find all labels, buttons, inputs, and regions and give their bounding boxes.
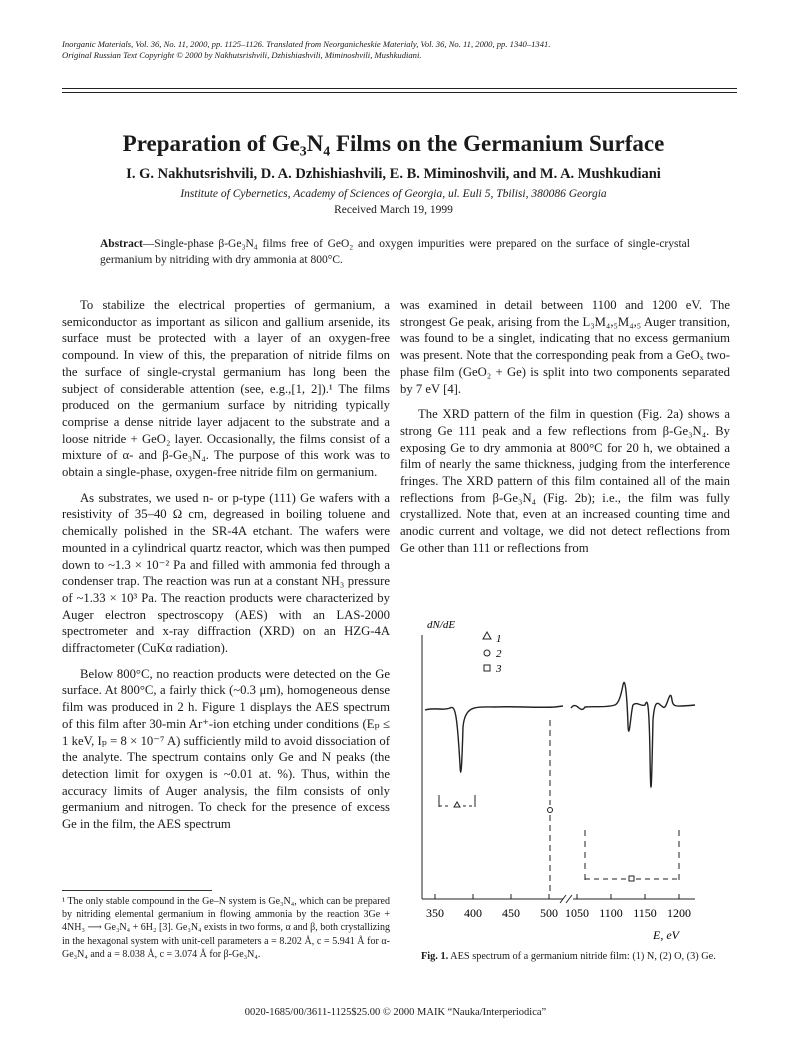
tick-label: 1050 xyxy=(565,906,589,920)
column-right xyxy=(400,297,730,566)
tick-label: 1100 xyxy=(599,906,623,920)
tick-label: 500 xyxy=(540,906,558,920)
x-axis-label: E, eV xyxy=(653,928,679,942)
square-marker-icon xyxy=(484,665,490,671)
header-rule-bottom xyxy=(62,92,737,93)
caption-label: Fig. 1. xyxy=(421,951,449,962)
caption-text: AES spectrum of a germanium nitride film: (1) N, (2) O, (3) Ge. xyxy=(448,951,716,962)
x-ticks xyxy=(435,894,679,899)
footnote-rule xyxy=(62,890,212,891)
figure-caption xyxy=(421,950,721,963)
abstract xyxy=(100,237,690,268)
tick-label: 1200 xyxy=(667,906,691,920)
tick-label: 350 xyxy=(426,906,444,920)
paragraph: Below 800°C, no reaction products were detected on the Ge surface. At 800°C, a fairly thick (~0.3 μm), homogeneous dense film was produced in 2 h. Figure 1 displays the AES spectrum of this film after 30-min Ar⁺-ion etching under conditions (Eₚ ≤ 1 keV, Iₚ = 8 × 10⁻⁷ A) sufficiently mild to avoid dissociation of the analyte. The spectrum contains only Ge and N peaks (the detection limit for oxygen is ~0.01 at. %). Thus, within the accuracy limits of Auger analysis, the film consists of only germanium and nitrogen. To check for the presence of excess Ge in the film, the AES spectrum xyxy=(62,666,390,832)
paragraph: was examined in detail between 1100 and 1200 eV. The strongest Ge peak, arising from the L₃M₄,₅M₄,₅ Auger transition, was found to be a singlet, indicating that no excess germanium was present. Note that the corresponding peak from a GeOₓ two-phase film (GeO₂ + Ge) is split into two components separated by 7 eV [4]. xyxy=(400,298,730,396)
tick-label: 1150 xyxy=(633,906,657,920)
abstract-text: —Single-phase β-Ge₃N₄ films free of GeO₂ and oxygen impurities were prepared on the surface of single-crystal germanium by nitriding with dry ammonia at 800°C. xyxy=(100,238,690,266)
spectrum-curve xyxy=(425,682,695,787)
legend-label: 2 xyxy=(496,648,502,660)
triangle-marker-icon xyxy=(483,632,491,639)
running-header xyxy=(62,39,752,60)
affiliation: Institute of Cybernetics, Academy of Sciences of Georgia, ul. Euli 5, Tbilisi, 380086 Georgia xyxy=(180,188,607,200)
abstract-label: Abstract xyxy=(100,238,143,250)
ge-marker-bracket xyxy=(585,830,679,881)
paragraph: To stabilize the electrical properties of germanium, a semiconductor as important as silicon and gallium arsenide, its surface must be protected with a layer of an oxygen-free compound. In view of this, the preparation of nitride films on the surface of single-crystal germanium has long been the subject of considerable attention (see, e.g.,[1, 2]).¹ The films produced on the germanium surface by nitriding typically comprise a dense nitride layer adjacent to the substrate and a loose nitride + GeO₂ layer. Occasionally, the films consist of a mixture of α- and β-Ge₃N₄. The purpose of this work was to obtain a single-phase, oxygen-free nitride film on germanium. xyxy=(62,298,390,480)
o-marker-line xyxy=(548,720,553,895)
tick-label: 400 xyxy=(464,906,482,920)
page-footer: 0020-1685/00/3611-1125$25.00 © 2000 MAIK “Nauka/Interperiodica” xyxy=(244,1007,547,1018)
header-rule-top xyxy=(62,88,737,89)
paper-authors: I. G. Nakhutsrishvili, D. A. Dzhishiashvili, E. B. Miminoshvili, and M. A. Mushkudiani xyxy=(126,166,661,182)
header-copyright: Original Russian Text Copyright © 2000 by Nakhutsrishvili, Dzhishiashvili, Miminoshvili, Mushkudiani. xyxy=(62,49,422,60)
n-marker-bracket xyxy=(439,795,475,807)
footnote: ¹ The only stable compound in the Ge–N system is Ge₃N₄, which can be prepared by nitriding elemental germanium in flowing ammonia by the reaction 3Ge + 4NH₃ ⟶ Ge₃N₄ + 6H₂ [3]. Ge₃N₄ exists in two forms, α and β, both crystallizing in the hexagonal system with unit-cell parameters a = 8.202 Å, c = 5.941 Å for α-Ge₃N₄ and a = 8.038 Å, c = 3.074 Å for β-Ge₃N₄. xyxy=(62,896,390,960)
legend-label: 3 xyxy=(496,663,502,675)
legend xyxy=(483,632,502,675)
legend-label: 1 xyxy=(496,633,502,645)
y-axis-label: dN/dE xyxy=(427,619,456,631)
header-citation: Inorganic Materials, Vol. 36, No. 11, 2000, pp. 1125–1126. Translated from Neorganicheskie Materialy, Vol. 36, No. 11, 2000, pp. 1340–1341. xyxy=(62,39,551,49)
paragraph: As substrates, we used n- or p-type (111) Ge wafers with a resistivity of 35–40 Ω cm, degreased in boiling toluene and chemically polished in the SR-4A etchant. The wafers were mounted in a cylindrical quartz reactor, which was then pumped down to ~1.3 × 10⁻² Pa and filled with ammonia fed through a condenser trap. The reaction was run at a constant NH₃ pressure of ~1.33 × 10³ Pa. The reaction products were characterized by Auger electron spectroscopy (AES) with an LAS-2000 spectrometer and x-ray diffraction (XRD) on an HZG-4A diffractometer (CuKα radiation). xyxy=(62,490,390,656)
received-date: Received March 19, 1999 xyxy=(334,204,453,216)
aes-spectrum-figure xyxy=(405,615,735,945)
paragraph: The XRD pattern of the film in question (Fig. 2a) shows a strong Ge 111 peak and a few reflections from β-Ge₃N₄. By exposing Ge to dry ammonia at 800°C for 20 h, we obtained a film of nearly the same thickness, judging from the interference fringes. The XRD pattern of this film contained all of the main reflections from β-Ge₃N₄ (Fig. 2b); i.e., the film was fully crystallized. Note that, even at an increased counting time and anodic current and voltage, we did not detect reflections from Ge other than 111 or reflections from xyxy=(400,407,730,555)
circle-marker-icon xyxy=(484,650,490,656)
tick-label: 450 xyxy=(502,906,520,920)
column-left xyxy=(62,297,390,842)
paper-title: Preparation of Ge₃N₄ Films on the Germanium Surface xyxy=(122,131,665,156)
